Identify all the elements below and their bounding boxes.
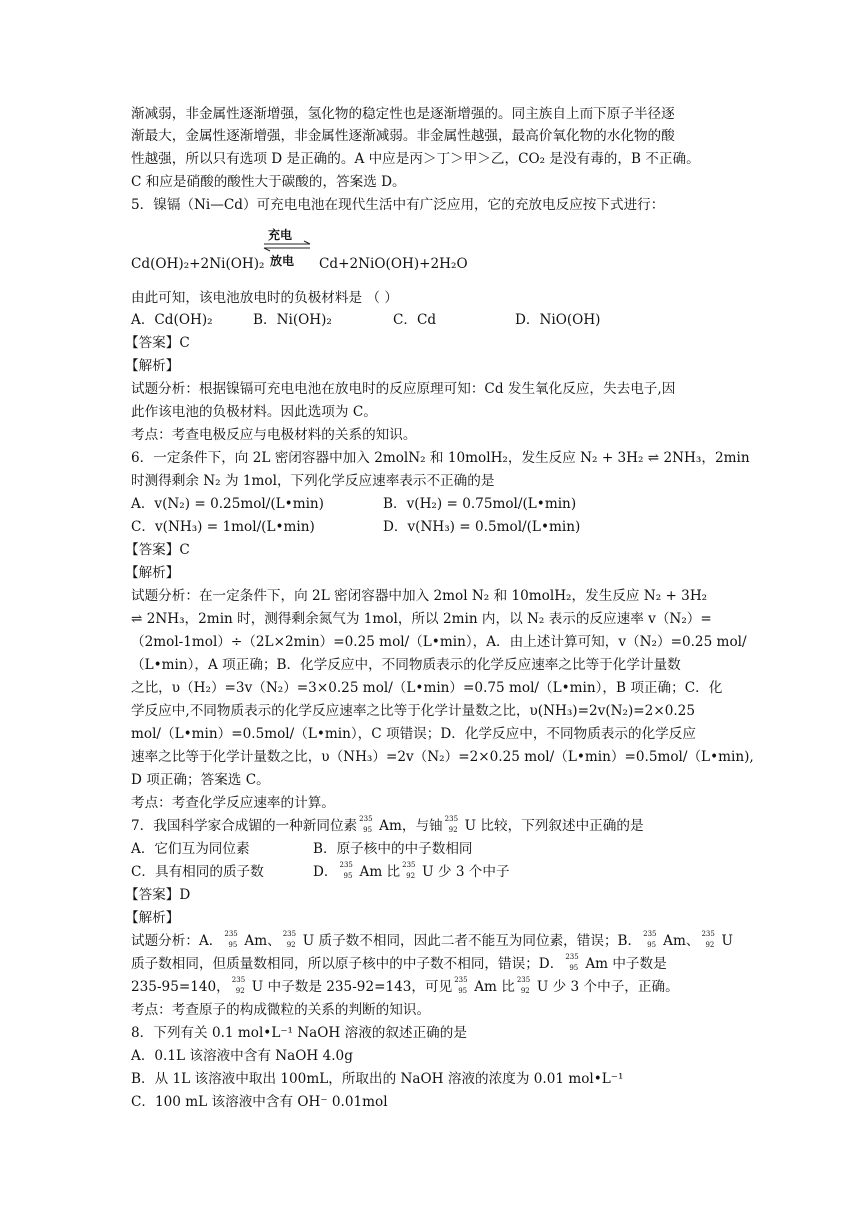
mass-number: 235 xyxy=(339,861,353,869)
option-c: C．Cd xyxy=(393,312,437,328)
atomic-number: 95 xyxy=(343,872,353,880)
q7-text: 7．我国科学家合成镅的一种新同位素 xyxy=(131,818,358,834)
isotope-am xyxy=(452,977,474,997)
option-c: C．具有相同的质子数 xyxy=(131,864,264,880)
atomic-number: 95 xyxy=(363,826,373,834)
option-a: A．0.1L 该溶液中含有 NaOH 4.0g xyxy=(131,1048,353,1064)
option-c: C．v(NH₃) = 1mol/(L•min) xyxy=(131,519,315,535)
atomic-number: 95 xyxy=(458,987,468,995)
text-line: （2mol-1mol）÷（2L×2min）=0.25 mol/（L•min），A．由上述计算可知，v（N₂）=0.25 mol/ xyxy=(131,634,747,650)
isotope-am xyxy=(641,931,663,951)
option-b: B．Ni(OH)₂ xyxy=(253,312,332,328)
a7-text: Am、 xyxy=(663,933,700,949)
isotope-am xyxy=(338,862,360,882)
mass-number: 235 xyxy=(444,815,459,823)
text-line: 试题分析：根据镍镉可充电电池在放电时的反应原理可知：Cd 发生氧化反应，失去电子,因 xyxy=(131,381,676,397)
atomic-number: 95 xyxy=(569,964,579,972)
option-c: C．100 mL 该溶液中含有 OH⁻ 0.01mol xyxy=(131,1094,388,1110)
text-line: mol/（L•min）=0.5mol/（L•min），C 项错误；D．化学反应中，不同物质表示的化学反应 xyxy=(131,726,696,742)
answer-label: 【答案】D xyxy=(125,887,191,903)
mass-number: 235 xyxy=(516,976,531,984)
isotope-u xyxy=(281,931,303,951)
text-line: 渐最大，金属性逐渐增强，非金属性逐渐减弱。非金属性越强，最高价氧化物的水化物的酸 xyxy=(131,128,675,144)
text-line: 试题分析：在一定条件下，向 2L 密闭容器中加入 2mol N₂ 和 10molH₂，发生反应 N₂ + 3H₂ xyxy=(131,588,708,604)
option-b: B．v(H₂) = 0.75mol/(L•min) xyxy=(383,496,577,512)
atomic-number: 92 xyxy=(235,987,245,995)
isotope-am xyxy=(222,931,244,951)
isotope-u xyxy=(443,816,465,836)
atomic-number: 92 xyxy=(286,941,296,949)
atomic-number: 92 xyxy=(448,826,458,834)
a7-text: U xyxy=(721,933,733,949)
text-line: 时测得剩余 N₂ 为 1mol，下列化学反应速率表示不正确的是 xyxy=(131,473,495,489)
q7-text: Am 比 xyxy=(359,864,401,880)
isotope-am xyxy=(357,816,379,836)
text-line: 性越强，所以只有选项 D 是正确的。A 中应是丙＞丁＞甲＞乙，CO₂ 是没有毒的，B 不正确。 xyxy=(131,151,700,167)
text-line: D 项正确；答案选 C。 xyxy=(131,772,270,788)
mass-number: 235 xyxy=(565,953,579,961)
question-5-stem: 由此可知，该电池放电时的负极材料是 （ ） xyxy=(131,290,398,306)
mass-number: 235 xyxy=(224,930,238,938)
text-line: C 和应是硝酸的酸性大于碳酸的，答案选 D。 xyxy=(131,174,406,190)
mass-number: 235 xyxy=(282,930,297,938)
a7-text: Am 比 xyxy=(474,979,515,995)
analysis-label: 【解析】 xyxy=(125,565,180,581)
text-line: 学反应中,不同物质表示的化学反应速率之比等于化学计量数之比，υ(NH₃)=2v(N₂)=2×0.25 xyxy=(131,703,695,719)
a7-text: U 少 3 个中子，正确。 xyxy=(536,979,679,995)
atomic-number: 92 xyxy=(406,872,416,880)
atomic-number: 92 xyxy=(520,987,530,995)
a7-text: 235-95=140， xyxy=(131,979,230,995)
question-7 xyxy=(131,816,644,836)
atomic-number: 95 xyxy=(647,941,657,949)
mass-number: 235 xyxy=(402,861,416,869)
isotope-am xyxy=(563,954,585,974)
analysis-label: 【解析】 xyxy=(125,358,180,374)
a7-text: 质子数相同，但质量数相同，所以原子核中的中子数不相同，错误；D． xyxy=(131,956,564,972)
q7-text: U 少 3 个中子 xyxy=(422,864,510,880)
mass-number: 235 xyxy=(359,815,373,823)
text-line xyxy=(131,954,667,974)
text-line xyxy=(131,977,679,997)
a7-text: 试题分析：A． xyxy=(131,933,223,949)
analysis-label: 【解析】 xyxy=(125,910,180,926)
a7-text: U 中子数是 235-92=143，可见 xyxy=(251,979,453,995)
option-a: A．Cd(OH)₂ xyxy=(131,312,213,328)
mass-number: 235 xyxy=(701,930,715,938)
answer-label: 【答案】C xyxy=(125,542,190,558)
q7-text: Am，与铀 xyxy=(379,818,443,834)
equation-left: Cd(OH)₂+2Ni(OH)₂ xyxy=(131,256,265,272)
option-a: A．它们互为同位素 xyxy=(131,841,250,857)
isotope-u xyxy=(230,977,252,997)
question-5: 5．镍镉（Ni—Cd）可充电电池在现代生活中有广泛应用，它的充放电反应按下式进行： xyxy=(131,197,665,213)
q7-text: U 比较，下列叙述中正确的是 xyxy=(464,818,644,834)
option-b: B．从 1L 该溶液中取出 100mL，所取出的 NaOH 溶液的浓度为 0.01 mol•L⁻¹ xyxy=(131,1071,624,1087)
answer-label: 【答案】C xyxy=(125,335,190,351)
option-d xyxy=(313,862,510,882)
q7-text: D． xyxy=(313,864,338,880)
option-b: B．原子核中的中子数相同 xyxy=(313,841,473,857)
mass-number: 235 xyxy=(231,976,246,984)
text-line: 考点：考查电极反应与电极材料的关系的知识。 xyxy=(131,427,417,443)
discharge-label: 放电 xyxy=(270,254,295,268)
mass-number: 235 xyxy=(643,930,657,938)
question-8: 8．下列有关 0.1 mol•L⁻¹ NaOH 溶液的叙述正确的是 xyxy=(131,1025,467,1041)
text-line: 渐减弱，非金属性逐渐增强，氢化物的稳定性也是逐渐增强的。同主族自上而下原子半径逐 xyxy=(131,106,675,122)
text-line: （L•min），A 项正确；B．化学反应中，不同物质表示的化学反应速率之比等于化学计量数 xyxy=(131,657,681,673)
atomic-number: 95 xyxy=(228,941,238,949)
equation-right: Cd+2NiO(OH)+2H₂O xyxy=(319,256,468,272)
isotope-u xyxy=(699,931,721,951)
a7-text: U 质子数不相同，因此二者不能互为同位素，错误；B． xyxy=(302,933,642,949)
question-6: 6．一定条件下，向 2L 密闭容器中加入 2molN₂ 和 10molH₂，发生反应 N₂ + 3H₂ ⇌ 2NH₃，2min xyxy=(131,450,750,466)
text-line: 之比，υ（H₂）=3v（N₂）=3×0.25 mol/（L•min）=0.75 mol/（L•min），B 项正确；C．化 xyxy=(131,680,723,696)
charge-label: 充电 xyxy=(268,228,293,242)
isotope-u xyxy=(400,862,422,882)
text-line: 考点：考查原子的构成微粒的关系的判断的知识。 xyxy=(131,1002,431,1018)
text-line xyxy=(131,931,733,951)
option-d: D．v(NH₃) = 0.5mol/(L•min) xyxy=(383,519,581,535)
a7-text: Am、 xyxy=(244,933,281,949)
option-a: A．v(N₂) = 0.25mol/(L•min) xyxy=(131,496,324,512)
reversible-arrow xyxy=(262,226,304,268)
isotope-u xyxy=(515,977,537,997)
text-line: 考点：考查化学反应速率的计算。 xyxy=(131,795,335,811)
text-line: 速率之比等于化学计量数之比，υ（NH₃）=2v（N₂）=2×0.25 mol/（L•min）=0.5mol/（L•min), xyxy=(131,749,754,765)
a7-text: Am 中子数是 xyxy=(585,956,667,972)
mass-number: 235 xyxy=(454,976,468,984)
text-line: 此作该电池的负极材料。因此选项为 C。 xyxy=(131,404,377,420)
text-line: ⇌ 2NH₃，2min 时，测得剩余氮气为 1mol，所以 2min 内，以 N₂ 表示的反应速率 v（N₂）= xyxy=(131,611,712,627)
atomic-number: 92 xyxy=(705,941,715,949)
option-d: D．NiO(OH) xyxy=(515,312,601,328)
